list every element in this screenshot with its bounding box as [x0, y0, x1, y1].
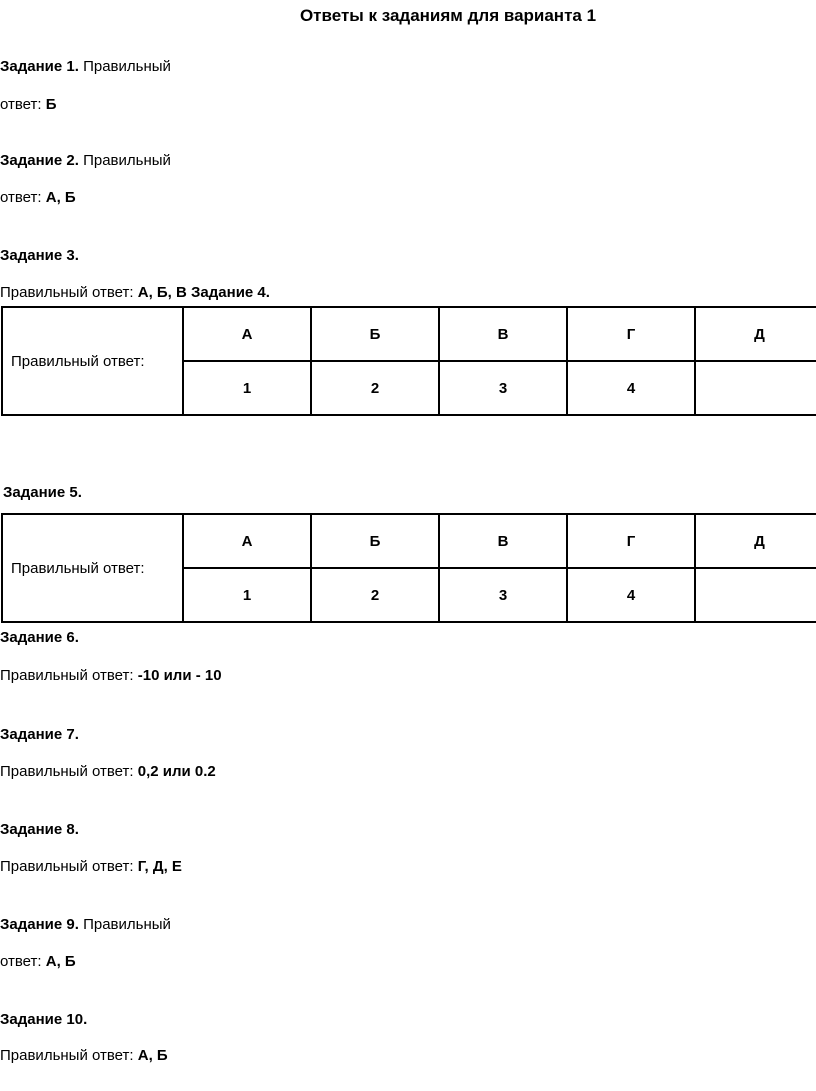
task-1-text: Правильный [83, 58, 171, 75]
table-cell-letter: Б [311, 514, 439, 568]
table-cell-letter: В [439, 307, 567, 361]
task-10-answer: А, Б [137, 1047, 168, 1064]
task-7-label: Задание 7. [0, 726, 79, 743]
task-8-answer-line [0, 858, 182, 875]
table-cell-number: 2 [311, 361, 439, 415]
task-5-label: Задание 5. [3, 484, 82, 501]
table-cell-letter: А [183, 307, 311, 361]
table-cell-letter: Г [567, 514, 695, 568]
table-cell-number: 4 [567, 361, 695, 415]
task-2-answer: А, Б [45, 189, 76, 206]
task-10-answer-line [0, 1047, 168, 1064]
task-5-answer-table [1, 513, 816, 623]
task-9-header [0, 916, 171, 933]
task-2-text: Правильный [83, 152, 171, 169]
task-7-answer-line [0, 763, 216, 780]
table-cell-letter: Д [695, 514, 816, 568]
task-8-answer-prefix: Правильный ответ: [0, 858, 134, 875]
task-6-answer: -10 или - 10 [137, 667, 222, 684]
task-2-answer-prefix: ответ: [0, 189, 42, 206]
task-2-label: Задание 2. [0, 152, 79, 169]
table-cell-number: 1 [183, 361, 311, 415]
task-2-header [0, 152, 171, 169]
task-2-answer-line [0, 189, 76, 206]
task-3-label: Задание 3. [0, 247, 79, 264]
table-cell-number: 3 [439, 568, 567, 622]
task-10-answer-prefix: Правильный ответ: [0, 1047, 134, 1064]
table-cell-number: 4 [567, 568, 695, 622]
task-8-label: Задание 8. [0, 821, 79, 838]
task-6-label: Задание 6. [0, 629, 79, 646]
task-7-answer: 0,2 или 0.2 [137, 763, 216, 780]
task-8-header [0, 821, 79, 838]
task-9-answer-prefix: ответ: [0, 953, 42, 970]
task-3-answer-line [0, 284, 270, 301]
task-5-header [3, 484, 82, 501]
table-cell-number: 1 [183, 568, 311, 622]
task-4-label: Задание 4. [191, 284, 270, 301]
task-3-answer: А, Б, В [137, 284, 187, 301]
task-1-header [0, 58, 171, 75]
table-row-label: Правильный ответ: [2, 307, 183, 415]
task-3-answer-prefix: Правильный ответ: [0, 284, 134, 301]
task-9-label: Задание 9. [0, 916, 79, 933]
task-7-header [0, 726, 79, 743]
task-1-answer-prefix: ответ: [0, 96, 42, 113]
task-6-answer-prefix: Правильный ответ: [0, 667, 134, 684]
table-cell-number [695, 568, 816, 622]
task-9-answer-line [0, 953, 76, 970]
task-3-header [0, 247, 79, 264]
table-cell-letter: А [183, 514, 311, 568]
table-cell-letter: Г [567, 307, 695, 361]
table-row-label: Правильный ответ: [2, 514, 183, 622]
table-cell-number: 3 [439, 361, 567, 415]
task-1-answer-line [0, 96, 57, 113]
task-10-header [0, 1011, 87, 1028]
table-cell-letter: Б [311, 307, 439, 361]
task-6-answer-line [0, 667, 222, 684]
task-1-label: Задание 1. [0, 58, 79, 75]
page-title: Ответы к заданиям для варианта 1 [299, 6, 597, 25]
table-row [2, 514, 816, 568]
task-1-answer: Б [45, 96, 57, 113]
task-10-label: Задание 10. [0, 1011, 88, 1028]
task-9-text: Правильный [83, 916, 171, 933]
task-6-header [0, 629, 79, 646]
table-row [2, 307, 816, 361]
table-cell-number: 2 [311, 568, 439, 622]
table-cell-number [695, 361, 816, 415]
task-4-answer-table [1, 306, 816, 416]
task-8-answer: Г, Д, Е [137, 858, 182, 875]
task-7-answer-prefix: Правильный ответ: [0, 763, 134, 780]
task-9-answer: А, Б [45, 953, 76, 970]
table-cell-letter: Д [695, 307, 816, 361]
table-cell-letter: В [439, 514, 567, 568]
